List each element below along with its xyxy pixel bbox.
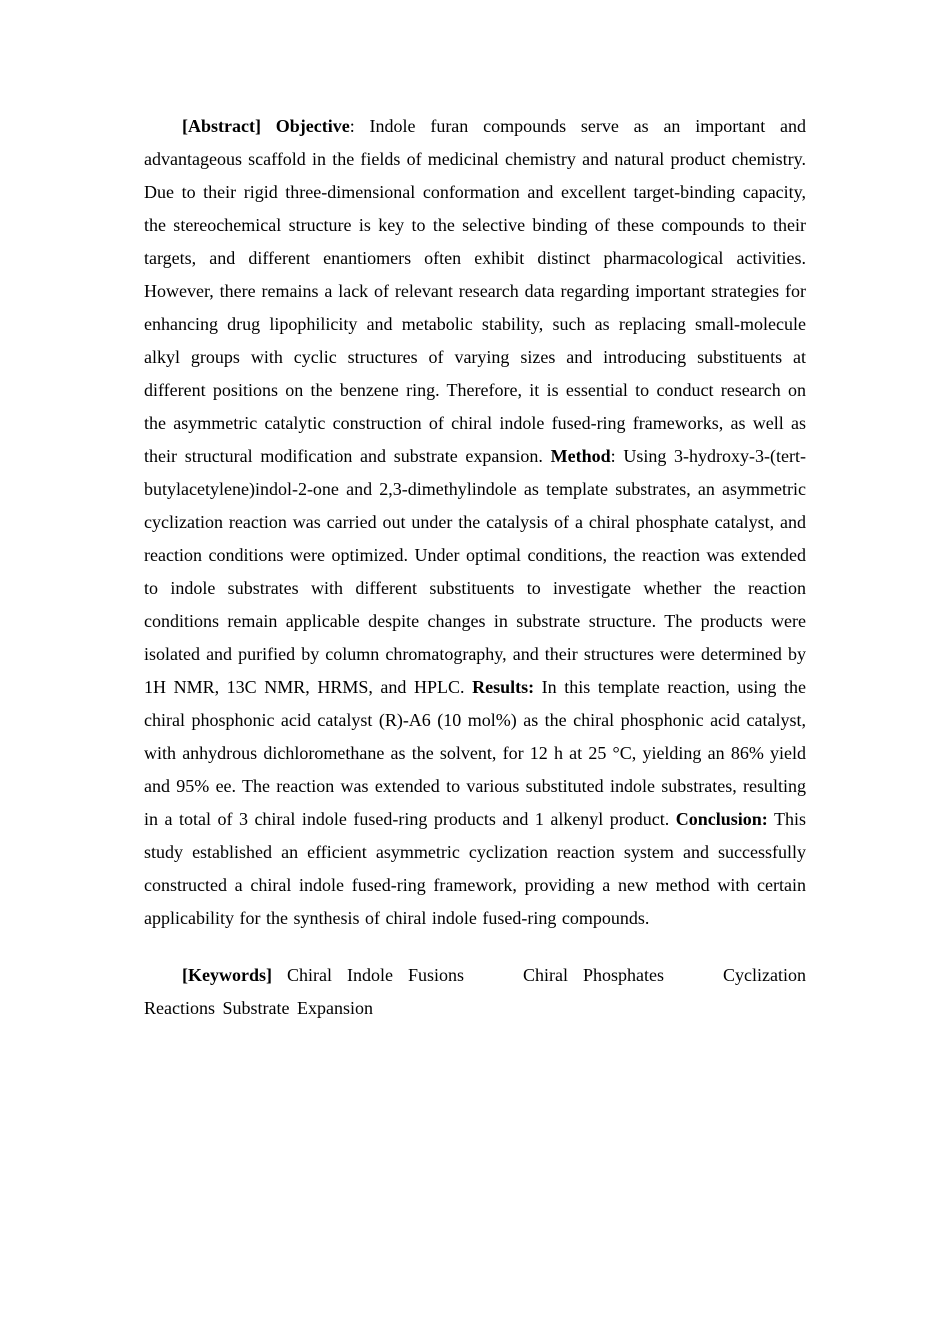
keywords-paragraph: [144, 959, 806, 1025]
conclusion-text: This study established an efficient asymmetric cyclization reaction system and successfully constructed a chiral indole fused-ring framework, providing a new method with certain applicability for the synthesis of chiral indole fused-ring compounds.: [144, 809, 806, 928]
keyword-item: Substrate Expansion: [222, 998, 373, 1018]
objective-text: : Indole furan compounds serve as an important and advantageous scaffold in the fields of medicinal chemistry and natural product chemistry. Due to their rigid three-dimensional conformation and excellent target-binding capacity, the stereochemical structure is key to the selective binding of these compounds to their targets, and different enantiomers often exhibit distinct pharmacological activities. However, there remains a lack of relevant research data regarding important strategies for enhancing drug lipophilicity and metabolic stability, such as replacing small-molecule alkyl groups with cyclic structures of varying sizes and introducing substituents at different positions on the benzene ring. Therefore, it is essential to conduct research on the asymmetric catalytic construction of chiral indole fused-ring frameworks, as well as their structural modification and substrate expansion.: [144, 116, 806, 466]
results-text: In this template reaction, using the chiral phosphonic acid catalyst (R)-A6 (10 mol%) as the chiral phosphonic acid catalyst, with anhydrous dichloromethane as the solvent, for 12 h at 25 °C, yielding an 86% yield and 95% ee. The reaction was extended to various substituted indole substrates, resulting in a total of 3 chiral indole fused-ring products and 1 alkenyl product.: [144, 677, 806, 829]
abstract-page: [144, 110, 806, 1025]
keywords-heading: [Keywords]: [182, 965, 272, 985]
abstract-heading: [Abstract]: [182, 116, 261, 136]
objective-label: Objective: [275, 116, 350, 136]
keyword-item: Cyclization Reactions: [144, 965, 807, 1018]
keyword-item: Chiral Indole Fusions: [287, 965, 465, 985]
method-label: Method: [550, 446, 611, 466]
method-text: : Using 3-hydroxy-3-(tert-butylacetylene)indol-2-one and 2,3-dimethylindole as template substrates, an asymmetric cyclization reaction was carried out under the catalysis of a chiral phosphate catalyst, and reaction conditions were optimized. Under optimal conditions, the reaction was extended to indole substrates with different substituents to investigate whether the reaction conditions remain applicable despite changes in substrate structure. The products were isolated and purified by column chromatography, and their structures were determined by 1H NMR, 13C NMR, HRMS, and HPLC.: [144, 446, 806, 697]
conclusion-label: Conclusion:: [675, 809, 768, 829]
abstract-paragraph: [144, 110, 806, 935]
keyword-item: Chiral Phosphates: [523, 965, 665, 985]
results-label: Results:: [472, 677, 535, 697]
